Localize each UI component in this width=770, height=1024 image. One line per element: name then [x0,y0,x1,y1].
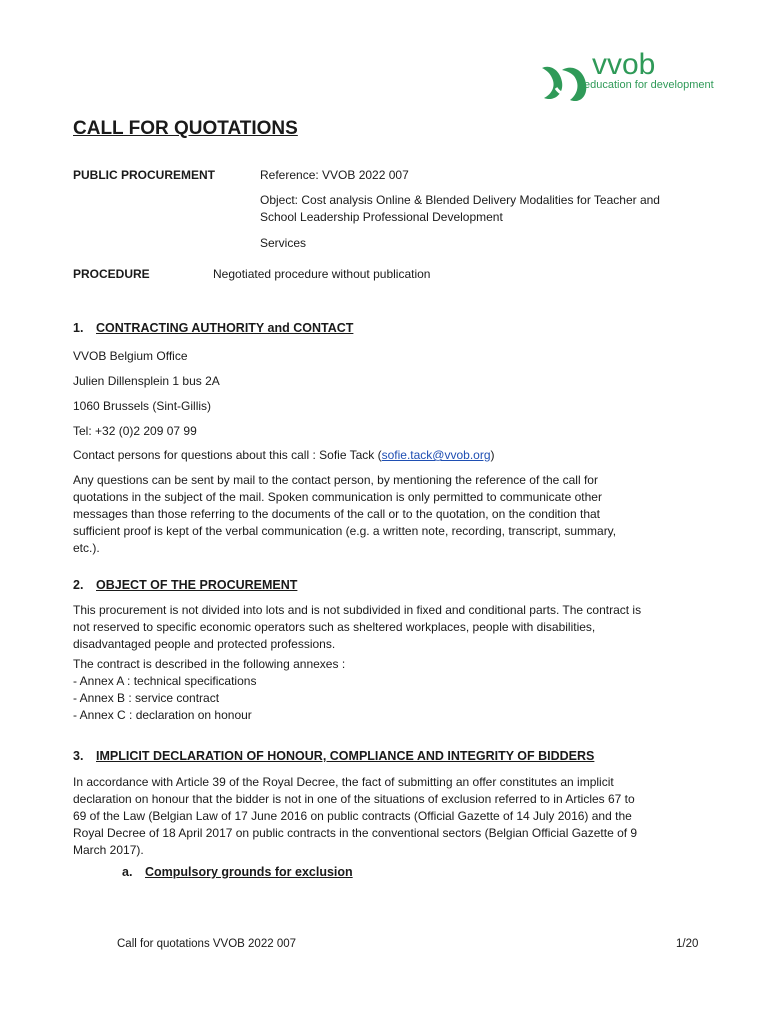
paragraph-line: messages than those referring to the documents of the call or to the quotation, on the condition that [73,507,600,521]
subsection-a-title: Compulsory grounds for exclusion [145,865,353,879]
office-name: VVOB Belgium Office [73,349,188,363]
page-number: 1/20 [676,938,699,950]
office-tel: Tel: +32 (0)2 209 07 99 [73,424,197,438]
paragraph-line: 69 of the Law (Belgian Law of 17 June 2016 on public contracts (Official Gazette of 14 July 2016) and the [73,809,632,823]
paragraph-line: etc.). [73,541,100,555]
paragraph-line: not reserved to specific economic operators such as sheltered workplaces, people with disabilities, [73,620,596,634]
office-city: 1060 Brussels (Sint-Gillis) [73,399,212,413]
object-line-1: Object: Cost analysis Online & Blended Delivery Modalities for Teacher and [260,193,660,207]
contact-suffix: ) [490,448,495,462]
office-street: Julien Dillensplein 1 bus 2A [73,374,220,388]
paragraph-line: March 2017). [73,843,144,857]
footer-reference: Call for quotations VVOB 2022 007 [117,938,297,950]
section-1-title: CONTRACTING AUTHORITY and CONTACT [96,321,354,335]
procedure-value: Negotiated procedure without publication [213,267,431,281]
object-line-2: School Leadership Professional Development [260,210,503,224]
section-1-paragraph [73,472,703,557]
section-1-number: 1. [73,321,84,335]
section-3-number: 3. [73,749,84,763]
paragraph-line: Any questions can be sent by mail to the contact person, by mentioning the reference of the call for [73,473,598,487]
paragraph-line: declaration on honour that the bidder is not in one of the situations of exclusion referred to in Articles 67 to [73,792,635,806]
paragraph-line: disadvantaged people and protected professions. [73,637,336,651]
services-text: Services [260,236,307,250]
procedure-label: PROCEDURE [73,267,150,281]
annex-item: - Annex A : technical specifications [73,674,257,688]
contact-line [73,447,495,464]
paragraph-line: Royal Decree of 18 April 2017 on public contracts in the conventional sectors (Belgian Official Gazette of 9 [73,826,638,840]
annex-item: - Annex C : declaration on honour [73,708,252,722]
contact-email-link[interactable]: sofie.tack@vvob.org [381,448,491,462]
section-2-title: OBJECT OF THE PROCUREMENT [96,578,298,592]
section-1-heading [73,321,353,335]
subsection-a-letter: a. [122,865,133,879]
section-2-paragraph [73,602,703,653]
reference-text: Reference: VVOB 2022 007 [260,168,409,182]
annex-item: - Annex B : service contract [73,691,220,705]
logo-tagline: education for development [584,79,714,91]
page-title: CALL FOR QUOTATIONS [73,118,298,139]
annex-intro: The contract is described in the following annexes : [73,657,346,671]
paragraph-line: In accordance with Article 39 of the Royal Decree, the fact of submitting an offer constitutes an implicit [73,775,614,789]
public-procurement-label: PUBLIC PROCUREMENT [73,168,216,182]
vvob-logo-mark-icon [536,60,590,106]
section-3-paragraph [73,774,703,859]
subsection-a-heading [122,865,353,879]
paragraph-line: quotations in the subject of the mail. Spoken communication is only permitted to communicate other [73,490,602,504]
annex-list [73,656,703,724]
section-3-title: IMPLICIT DECLARATION OF HONOUR, COMPLIANCE AND INTEGRITY OF BIDDERS [96,749,595,763]
contact-prefix: Contact persons for questions about this call : Sofie Tack ( [73,448,382,462]
paragraph-line: sufficient proof is kept of the verbal communication (e.g. a written note, recording, transcript, summary, [73,524,617,538]
section-3-heading [73,749,594,763]
logo-wordmark: vvob [592,48,656,81]
vvob-logo [536,48,716,112]
section-2-heading [73,578,297,592]
paragraph-line: This procurement is not divided into lots and is not subdivided in fixed and conditional parts. The contract is [73,603,642,617]
section-2-number: 2. [73,578,84,592]
